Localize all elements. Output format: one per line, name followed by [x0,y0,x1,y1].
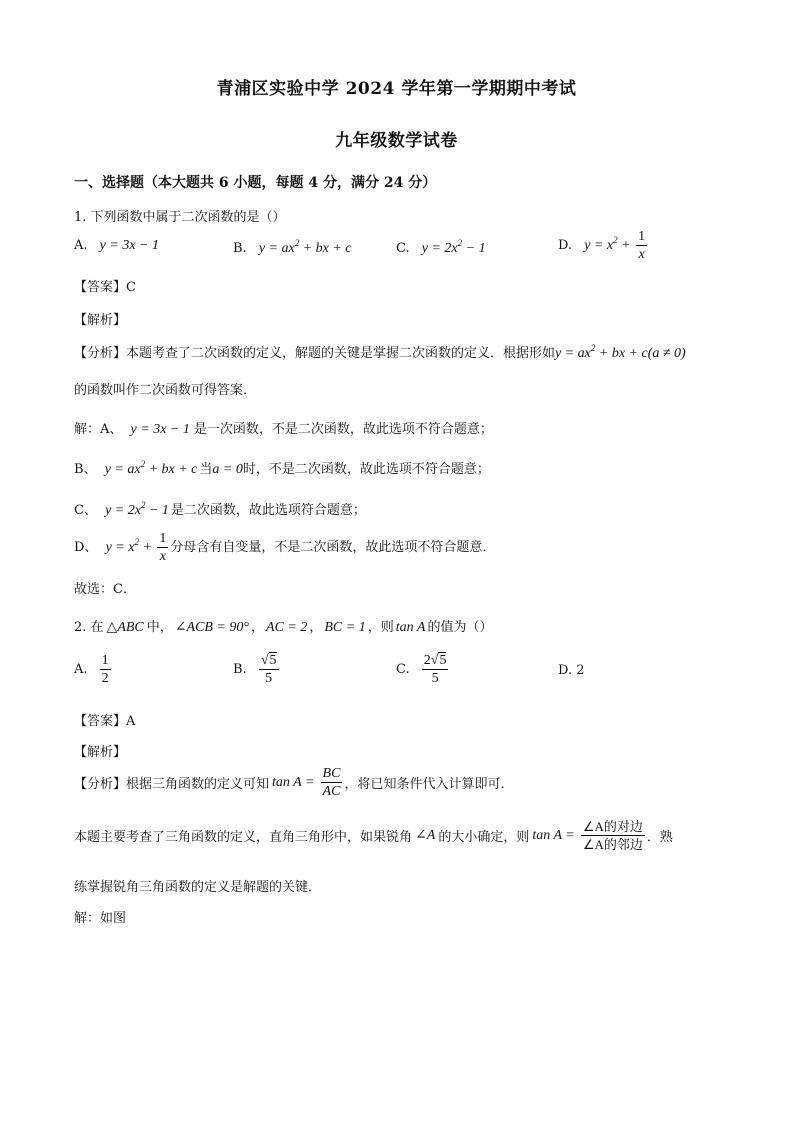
superscript: 2 [140,500,146,510]
fraction [636,228,647,263]
superscript: 2 [140,459,146,469]
option-label: A. [74,238,88,253]
q1-solution-d [74,530,495,565]
q1-stem: 1. 下列函数中属于二次函数的是（） [74,210,286,225]
q2-analysis-label: 【解析】 [74,745,127,760]
option-label: D. [558,238,573,253]
q2-stem [74,616,492,636]
option-math: y = 3x − 1 [99,238,159,253]
fraction-denominator: AC [322,784,341,799]
solution-prefix: D、 [74,540,98,555]
main-angle: ∠A [415,828,436,843]
stem-angle: ∠ACB = 90° [174,620,249,635]
solution-text: 是二次函数，故此选项符合题意； [170,503,366,518]
stem-text: 2. 在 [74,620,104,635]
option-math: y = x [584,238,614,253]
q1-fenxi-cont: 的函数叫作二次函数可得答案． [74,383,257,398]
fenxi-text: 【分析】根据三角函数的定义可知 [74,777,270,792]
fraction [157,530,168,565]
sqrt-icon: √ [260,653,269,668]
option-math: y = 2x [421,241,458,256]
solution-text: 当 [199,462,213,477]
q2-option-a [74,652,113,687]
solution-prefix: C、 [74,503,97,518]
q2-option-c [396,652,450,687]
plus-sign: + [138,540,156,555]
stem-text: 中， [146,620,173,635]
exam-subtitle: 九年级数学试卷 [335,131,458,151]
solution-math: y = x [105,540,135,555]
q1-answer: 【答案】C [74,280,136,295]
stem-sep: ， [309,620,323,635]
stem-text: 的值为（） [427,620,493,635]
sqrt-icon: √ [430,653,439,668]
q1-option-b [233,238,352,257]
stem-triangle: △ABC [106,620,144,635]
q2-solution: 解：如图 [74,911,127,926]
fenxi-text: 【分析】本题考查了二次函数的定义，解题的关键是掌握二次函数的定义．根据形如 [74,346,556,361]
fraction [321,765,343,800]
fraction-numerator: 1 [638,229,646,244]
solution-prefix: B、 [74,462,97,477]
q2-main-cont: 练掌握锐角三角函数的定义是解题的关键． [74,880,322,895]
superscript: 2 [613,235,618,245]
superscript: 2 [294,238,300,248]
q1-fenxi [74,342,686,362]
plus-sign: + [617,238,635,253]
fraction [259,652,279,687]
fenxi-text-tail: ，将已知条件代入计算即可． [344,777,514,792]
main-text-tail: ．熟 [646,830,673,845]
option-math-tail: − 1 [462,241,486,256]
solution-math: y = 2x [105,503,141,518]
option-label: B. [233,241,247,256]
option-math-tail: + bx + c [299,241,352,256]
fraction-denominator: 5 [431,671,439,686]
superscript: 2 [134,537,139,547]
fraction-numerator: 1 [159,531,167,546]
solution-text: 分母含有自变量，不是二次函数，故此选项不符合题意． [170,540,496,555]
fraction-numerator: BC [322,766,341,781]
q1-analysis-label: 【解析】 [74,313,127,328]
fenxi-tan: tan A = [272,774,315,790]
solution-text-tail: 时，不是二次函数，故此选项不符合题意； [242,462,490,477]
q2-main [74,818,673,853]
main-tan: tan A = [532,827,575,843]
stem-text: ，则 [367,620,394,635]
q2-answer: 【答案】A [74,714,136,729]
exam-title: 青浦区实验中学 2024 学年第一学期期中考试 [216,79,577,99]
section-heading: 一、选择题（本大题共 6 小题，每题 4 分，满分 24 分） [74,175,437,191]
fraction-denominator: x [638,247,645,262]
stem-tan: tan A [395,620,426,635]
q2-fenxi [74,765,513,800]
solution-condition: a = 0 [212,462,243,477]
fraction-numerator: 1 [101,653,109,668]
q1-option-c [396,238,486,257]
stem-ac: AC = 2 [266,620,308,635]
option-label: A. [74,662,88,677]
superscript: 2 [457,238,463,248]
q1-solution-a [74,418,493,438]
fenxi-math: y = ax [555,346,591,361]
q1-conclusion: 故选：C． [74,582,136,597]
q1-solution-b [74,458,490,478]
radicand: 5 [269,653,277,668]
fenxi-math-tail: + bx + c(a ≠ 0) [595,346,686,361]
radicand: 5 [439,653,447,668]
solution-text: 是一次函数，不是二次函数，故此选项不符合题意； [193,422,493,437]
main-text: 本题主要考查了三角函数的定义，直角三角形中，如果锐角 [74,830,413,845]
fraction-denominator: 5 [265,671,273,686]
fraction-denominator: 2 [101,671,109,686]
q1-option-a [74,238,159,254]
main-text: 的大小确定，则 [438,830,530,845]
solution-math-tail: − 1 [145,503,169,518]
fraction-denominator: ∠A的邻边 [582,837,643,852]
fraction-numerator: ∠A的对边 [582,819,643,834]
option-label: B. [233,662,247,677]
solution-math: y = 3x − 1 [130,422,190,437]
fraction [422,652,449,687]
option-math: y = ax [258,241,295,256]
q2-option-b [233,652,281,687]
stem-sep: ， [251,620,265,635]
fraction-denominator: x [159,549,167,564]
option-label: C. [396,662,410,677]
q2-option-d: D. 2 [558,663,585,678]
q1-option-d [558,228,649,263]
fraction [100,652,111,687]
solution-math: y = ax [104,462,141,477]
q1-solution-c [74,499,366,519]
option-label: C. [396,241,410,256]
coefficient: 2 [423,653,431,668]
fraction [581,818,645,853]
stem-bc: BC = 1 [324,620,366,635]
superscript: 2 [590,343,596,353]
solution-prefix: 解：A、 [74,422,123,437]
solution-math-tail: + bx + c [145,462,198,477]
